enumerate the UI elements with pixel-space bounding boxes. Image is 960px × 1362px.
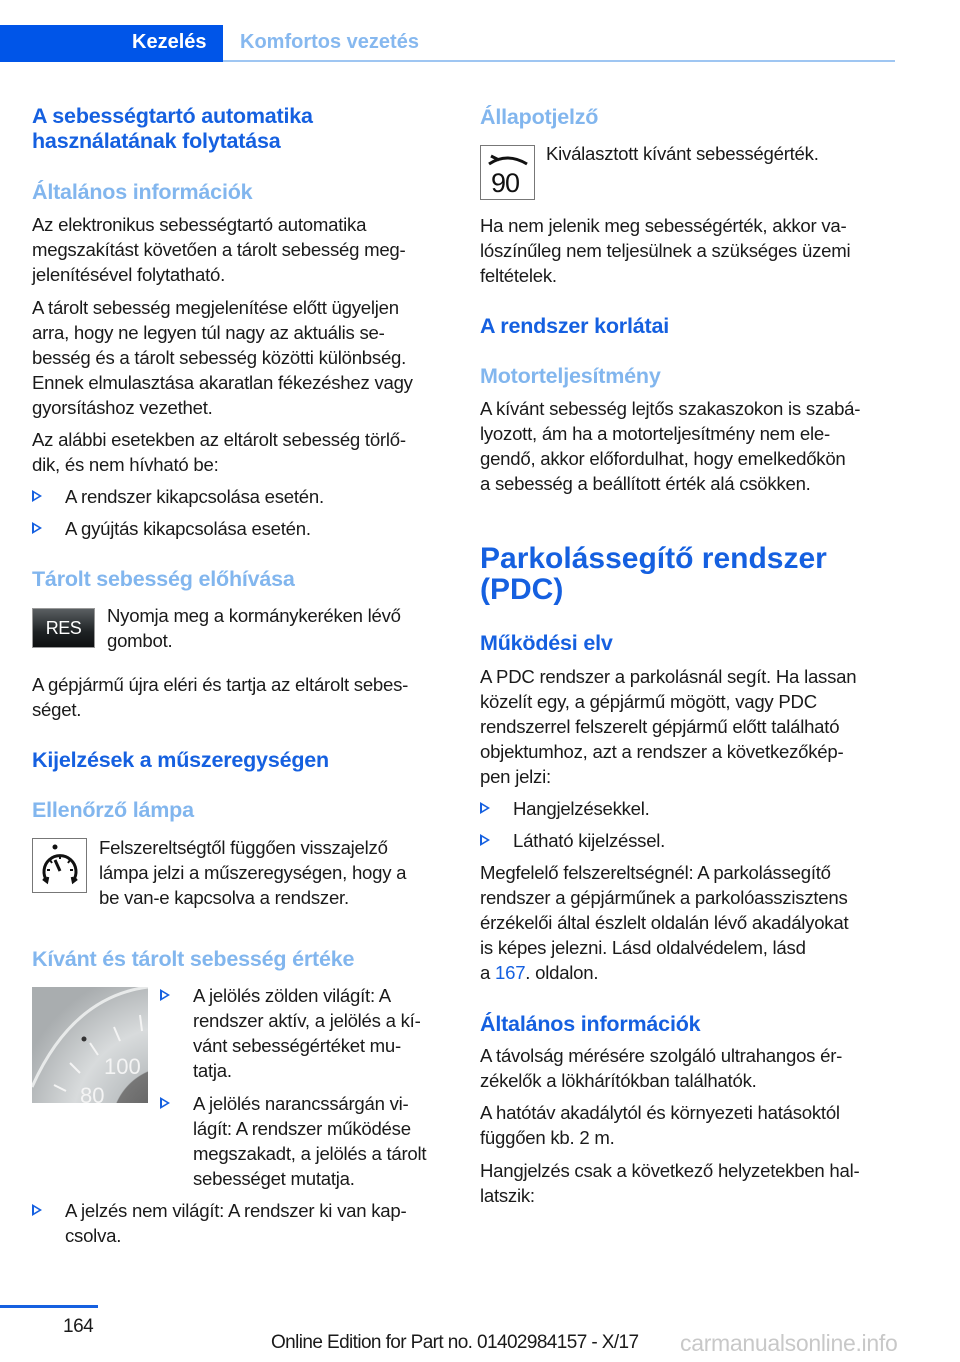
page-number: 164 [63,1316,94,1337]
paragraph: Az alábbi esetekben az eltárolt sebesség törlő- dik, és nem hívható be: [32,429,406,475]
heading-speed-values: Kívánt és tárolt sebesség értéke [32,947,355,971]
list-item [480,796,650,821]
edition-note: Online Edition for Part no. 01402984157 - X/17 [271,1332,639,1353]
footer-rule [0,1305,98,1308]
triangle-bullet-icon [480,802,490,814]
triangle-bullet-icon [160,1097,170,1109]
set-speed-status-icon [480,145,535,200]
status-text: Kiválasztott kívánt sebességérték. [546,143,819,164]
paragraph: A gépjármű újra eléri és tartja az eltárolt sebes- séget. [32,674,409,720]
heading-principle: Működési elv [480,631,613,655]
list-item [160,1091,426,1191]
paragraph: A PDC rendszer a parkolásnál segít. Ha lassan közelít egy, a gépjármű mögött, vagy PDC rendszerrel felszerelt gépjármű előtt található objektumhoz, azt a rendszer a következőkép- pen jelzi: [480,666,857,787]
paragraph-text: Megfelelő felszereltségnél: A parkolássegítő rendszer a gépjárműnek a parkolóasszisztens érzékelői által észlelt oldalán lévő akadályokat is képes jelezni. Lásd oldalvédelem, lásd a [480,862,849,983]
watermark: carmanualsonline.info [680,1330,898,1356]
paragraph: Az elektronikus sebességtartó automatika megszakítást követően a tárolt sebesség meg- jelenítésével folytatható. [32,214,406,285]
list-item [32,516,311,541]
triangle-bullet-icon [32,490,42,502]
paragraph: A hatótáv akadálytól és környezeti hatásoktól függően kb. 2 m. [480,1102,840,1148]
res-button-icon [32,608,95,648]
triangle-bullet-icon [160,989,170,1001]
paragraph: A tárolt sebesség megjelenítése előtt ügyeljen arra, hogy ne legyen túl nagy az aktuális se- besség és a tárolt sebesség közötti különbség. Ennek elmulasztása akaratlan fékezéshez vagy gyorsításhoz vezethet. [32,297,413,418]
header-rule [223,60,895,62]
heading-indicator-lamp: Ellenőrző lámpa [32,798,194,822]
heading-engine-power: Motorteljesítmény [480,364,661,388]
list-item-text: Látható kijelzéssel. [513,830,666,851]
list-item [32,484,324,509]
paragraph-text: . oldalon. [525,962,599,983]
paragraph: Hangjelzés csak a következő helyzetekben hal- latszik: [480,1160,860,1206]
list-item [160,983,421,1083]
speedometer-image [32,987,148,1103]
lamp-text: Felszereltségtől függően visszajelző lámpa jelzi a műszeregységen, hogy a be van-e kapcsolva a rendszer. [99,837,407,908]
heading-resume: A sebességtartó automatika használatának folytatása [32,104,313,153]
triangle-bullet-icon [480,834,490,846]
heading-general-info-pdc: Általános információk [480,1012,701,1036]
heading-status: Állapotjelző [480,105,599,129]
paragraph [480,860,848,985]
list-item-text: A jelölés narancssárgán vi- lágít: A rendszer működése megszakadt, a jelölés a tárolt sebességet mutatja. [193,1093,427,1189]
set-speed-value: 90 [491,168,520,198]
list-item-text: A gyújtás kikapcsolása esetén. [65,518,311,539]
heading-recall: Tárolt sebesség előhívása [32,567,295,591]
cruise-control-lamp-icon [32,838,87,893]
triangle-bullet-icon [32,522,42,534]
res-text: Nyomja meg a kormánykeréken lévő gombot. [107,605,401,651]
triangle-bullet-icon [32,1204,42,1216]
list-item-text: A rendszer kikapcsolása esetén. [65,486,324,507]
list-item-text: Hangjelzésekkel. [513,798,650,819]
page-link-167[interactable]: 167 [495,962,526,983]
gauge-label-100: 100 [104,1054,141,1079]
heading-pdc: Parkolássegítő rendszer (PDC) [480,542,827,606]
list-item [480,828,665,853]
heading-displays: Kijelzések a műszeregységen [32,748,329,772]
header-tab-section[interactable]: Komfortos vezetés [240,31,419,53]
heading-general-info: Általános információk [32,180,253,204]
heading-limits: A rendszer korlátai [480,314,669,338]
gauge-label-80: 80 [80,1083,105,1103]
paragraph: A távolság mérésére szolgáló ultrahangos ér- zékelők a lökhárítókban találhatók. [480,1045,843,1091]
list-item-text: A jelzés nem világít: A rendszer ki van kap- csolva. [65,1200,407,1246]
list-item-text: A jelölés zölden világít: A rendszer aktív, a jelölés a kí- vánt sebességértéket mu- tatja. [193,985,421,1081]
header-tab-active-label: Kezelés [132,31,207,53]
paragraph: A kívánt sebesség lejtős szakaszokon is szabá- lyozott, ám ha a motorteljesítmény nem ele- gendő, akkor előfordulhat, hogy emelkedőkön a sebesség a beállított érték alá csökken. [480,398,861,494]
res-label: RES [45,618,82,638]
paragraph: Ha nem jelenik meg sebességérték, akkor va- lószínűleg nem teljesülnek a szükséges üzemi feltételek. [480,215,851,286]
list-item [32,1198,406,1248]
